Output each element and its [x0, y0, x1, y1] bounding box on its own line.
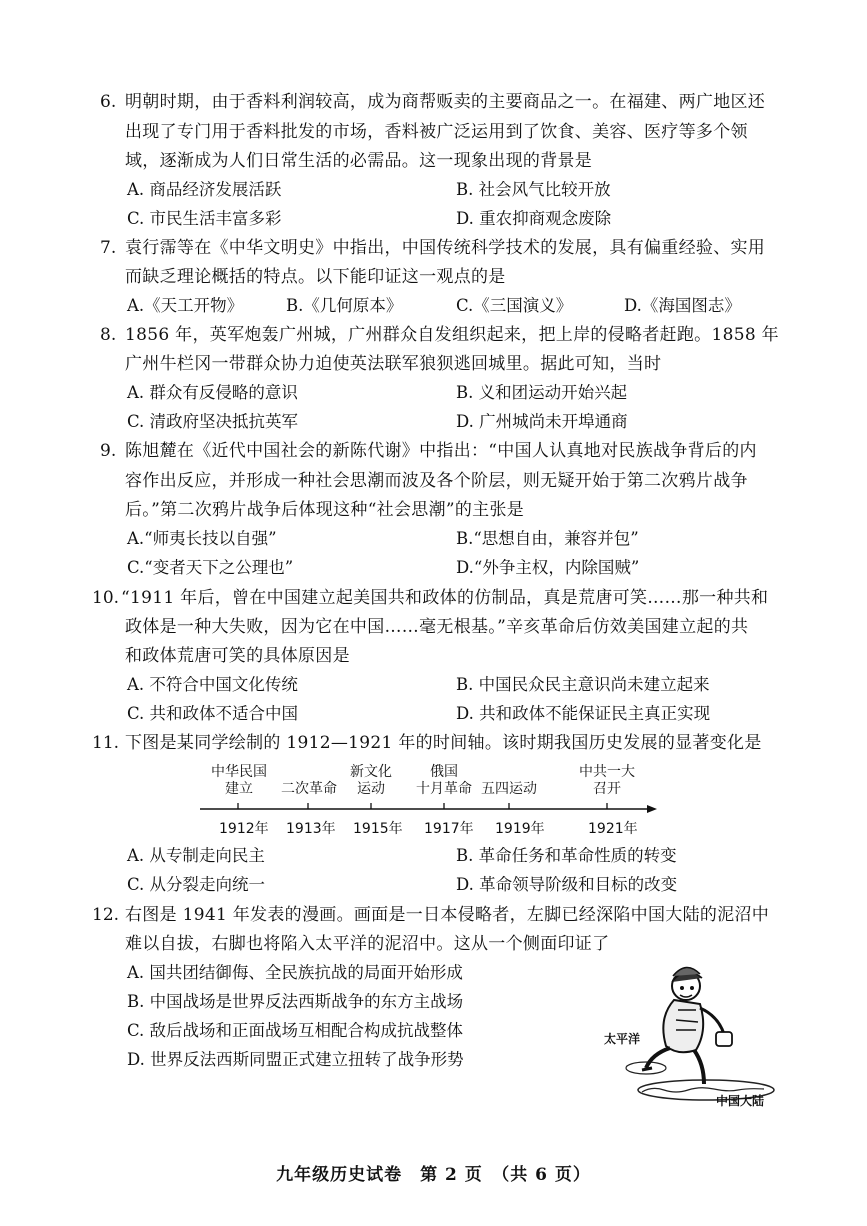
timeline-year: 1913年 [286, 821, 336, 837]
option-b: B. 义和团运动开始兴起 [456, 383, 628, 402]
timeline-event-line: 中华民国 [211, 764, 267, 780]
question-number: 7. [100, 238, 117, 258]
question-number: 8. [100, 325, 117, 345]
question-number: 11. [92, 733, 120, 753]
question-number: 9. [100, 441, 117, 461]
option-a: A. 商品经济发展活跃 [127, 180, 282, 199]
question-stem-line: 容作出反应，并形成一种社会思潮而波及各个阶层，则无疑开始于第二次鸦片战争 [125, 471, 748, 491]
timeline-year: 1912年 [219, 821, 269, 837]
timeline-event-line: 十月革命 [416, 781, 472, 797]
question-stem-line: 而缺乏理论概括的特点。以下能印证这一观点的是 [125, 267, 506, 287]
question-stem-line: 难以自拔，右脚也将陷入太平洋的泥沼中。这从一个侧面印证了 [125, 934, 610, 954]
option-c: C. 共和政体不适合中国 [127, 704, 299, 723]
option-c: C. 从分裂走向统一 [127, 875, 266, 894]
question-stem-line: 出现了专门用于香料批发的市场，香料被广泛运用到了饮食、美容、医疗等多个领 [125, 122, 748, 142]
option-a: A. 从专制走向民主 [127, 846, 265, 865]
cartoon-illustration [598, 958, 778, 1108]
option-d: D.《海国图志》 [624, 296, 741, 315]
question-number: 12. [92, 905, 120, 925]
option-c: C. 市民生活丰富多彩 [127, 209, 282, 228]
option-d: D. 重农抑商观念废除 [456, 209, 612, 228]
timeline-event-line: 新文化 [350, 764, 392, 780]
option-c: C. 清政府坚决抵抗英军 [127, 412, 299, 431]
timeline-event-line: 二次革命 [281, 781, 337, 797]
timeline-event-line: 中共一大 [579, 764, 635, 780]
option-d: D.“外争主权，内除国贼” [456, 558, 640, 577]
timeline-event-line: 建立 [225, 781, 253, 797]
timeline-event-line: 运动 [357, 781, 385, 797]
option-a: A.“师夷长技以自强” [127, 529, 277, 548]
timeline-figure [195, 762, 665, 842]
question-stem-line: 和政体荒唐可笑的具体原因是 [125, 646, 350, 666]
cartoon-label-china: 中国大陆 [716, 1094, 765, 1108]
question-stem-line: 陈旭麓在《近代中国社会的新陈代谢》中指出：“中国人认真地对民族战争背后的内 [125, 441, 757, 461]
question-stem-line: 袁行霈等在《中华文明史》中指出，中国传统科学技术的发展，具有偏重经验、实用 [125, 238, 766, 258]
option-b: B. 中国战场是世界反法西斯战争的东方主战场 [127, 992, 464, 1011]
timeline-event-line: 五四运动 [481, 781, 537, 797]
timeline-event-label [337, 764, 405, 798]
timeline-event-label [471, 781, 547, 798]
option-a: A. 不符合中国文化传统 [127, 675, 298, 694]
option-a: A. 群众有反侵略的意识 [127, 383, 298, 402]
timeline-event-label [407, 764, 481, 798]
question-stem-line: 后。”第二次鸦片战争后体现这种“社会思潮”的主张是 [125, 500, 525, 520]
option-b: B. 社会风气比较开放 [456, 180, 611, 199]
timeline-year: 1919年 [495, 821, 545, 837]
option-b: B.《几何原本》 [286, 296, 403, 315]
option-d: D. 广州城尚未开埠通商 [456, 412, 628, 431]
timeline-event-label [273, 781, 345, 798]
timeline-year: 1917年 [424, 821, 474, 837]
question-stem-line: 明朝时期，由于香料利润较高，成为商帮贩卖的主要商品之一。在福建、两广地区还 [125, 92, 766, 112]
question-stem-line: 下图是某同学绘制的 1912—1921 年的时间轴。该时期我国历史发展的显著变化是 [125, 733, 762, 753]
question-number: 10. [92, 588, 120, 608]
question-stem-line: 1856 年，英军炮轰广州城，广州群众自发组织起来，把上岸的侵略者赶跑。1858 年 [125, 325, 779, 345]
option-d: D. 世界反法西斯同盟正式建立扭转了战争形势 [127, 1050, 464, 1069]
option-b: B.“思想自由，兼容并包” [456, 529, 639, 548]
option-c: C.“变者天下之公理也” [127, 558, 294, 577]
cartoon-label-pacific: 太平洋 [604, 1032, 641, 1046]
question-stem-line: 右图是 1941 年发表的漫画。画面是一日本侵略者，左脚已经深陷中国大陆的泥沼中 [125, 905, 770, 925]
option-d: D. 共和政体不能保证民主真正实现 [456, 704, 711, 723]
option-a: A. 国共团结御侮、全民族抗战的局面开始形成 [127, 963, 463, 982]
option-b: B. 中国民众民主意识尚未建立起来 [456, 675, 710, 694]
option-d: D. 革命领导阶级和目标的改变 [456, 875, 678, 894]
option-a: A.《天工开物》 [127, 296, 244, 315]
timeline-year: 1915年 [353, 821, 403, 837]
timeline-year: 1921年 [588, 821, 638, 837]
timeline-event-label [203, 764, 275, 798]
timeline-event-label [571, 764, 643, 798]
timeline-event-line: 俄国 [430, 764, 458, 780]
question-stem-line: 政体是一种大失败，因为它在中国……毫无根基。”辛亥革命后仿效美国建立起的共 [125, 617, 749, 637]
question-number: 6. [100, 92, 117, 112]
option-b: B. 革命任务和革命性质的转变 [456, 846, 677, 865]
option-c: C. 敌后战场和正面战场互相配合构成抗战整体 [127, 1021, 464, 1040]
timeline-event-line: 召开 [593, 781, 621, 797]
question-stem-line: 广州牛栏冈一带群众协力迫使英法联军狼狈逃回城里。据此可知，当时 [125, 354, 662, 374]
question-stem-line: 域，逐渐成为人们日常生活的必需品。这一现象出现的背景是 [125, 151, 593, 171]
page-footer: 九年级历史试卷 第 2 页 （共 6 页） [276, 1165, 591, 1185]
option-c: C.《三国演义》 [456, 296, 573, 315]
question-stem-line: “1911 年后，曾在中国建立起美国共和政体的仿制品，真是荒唐可笑……那一种共和 [121, 588, 769, 608]
